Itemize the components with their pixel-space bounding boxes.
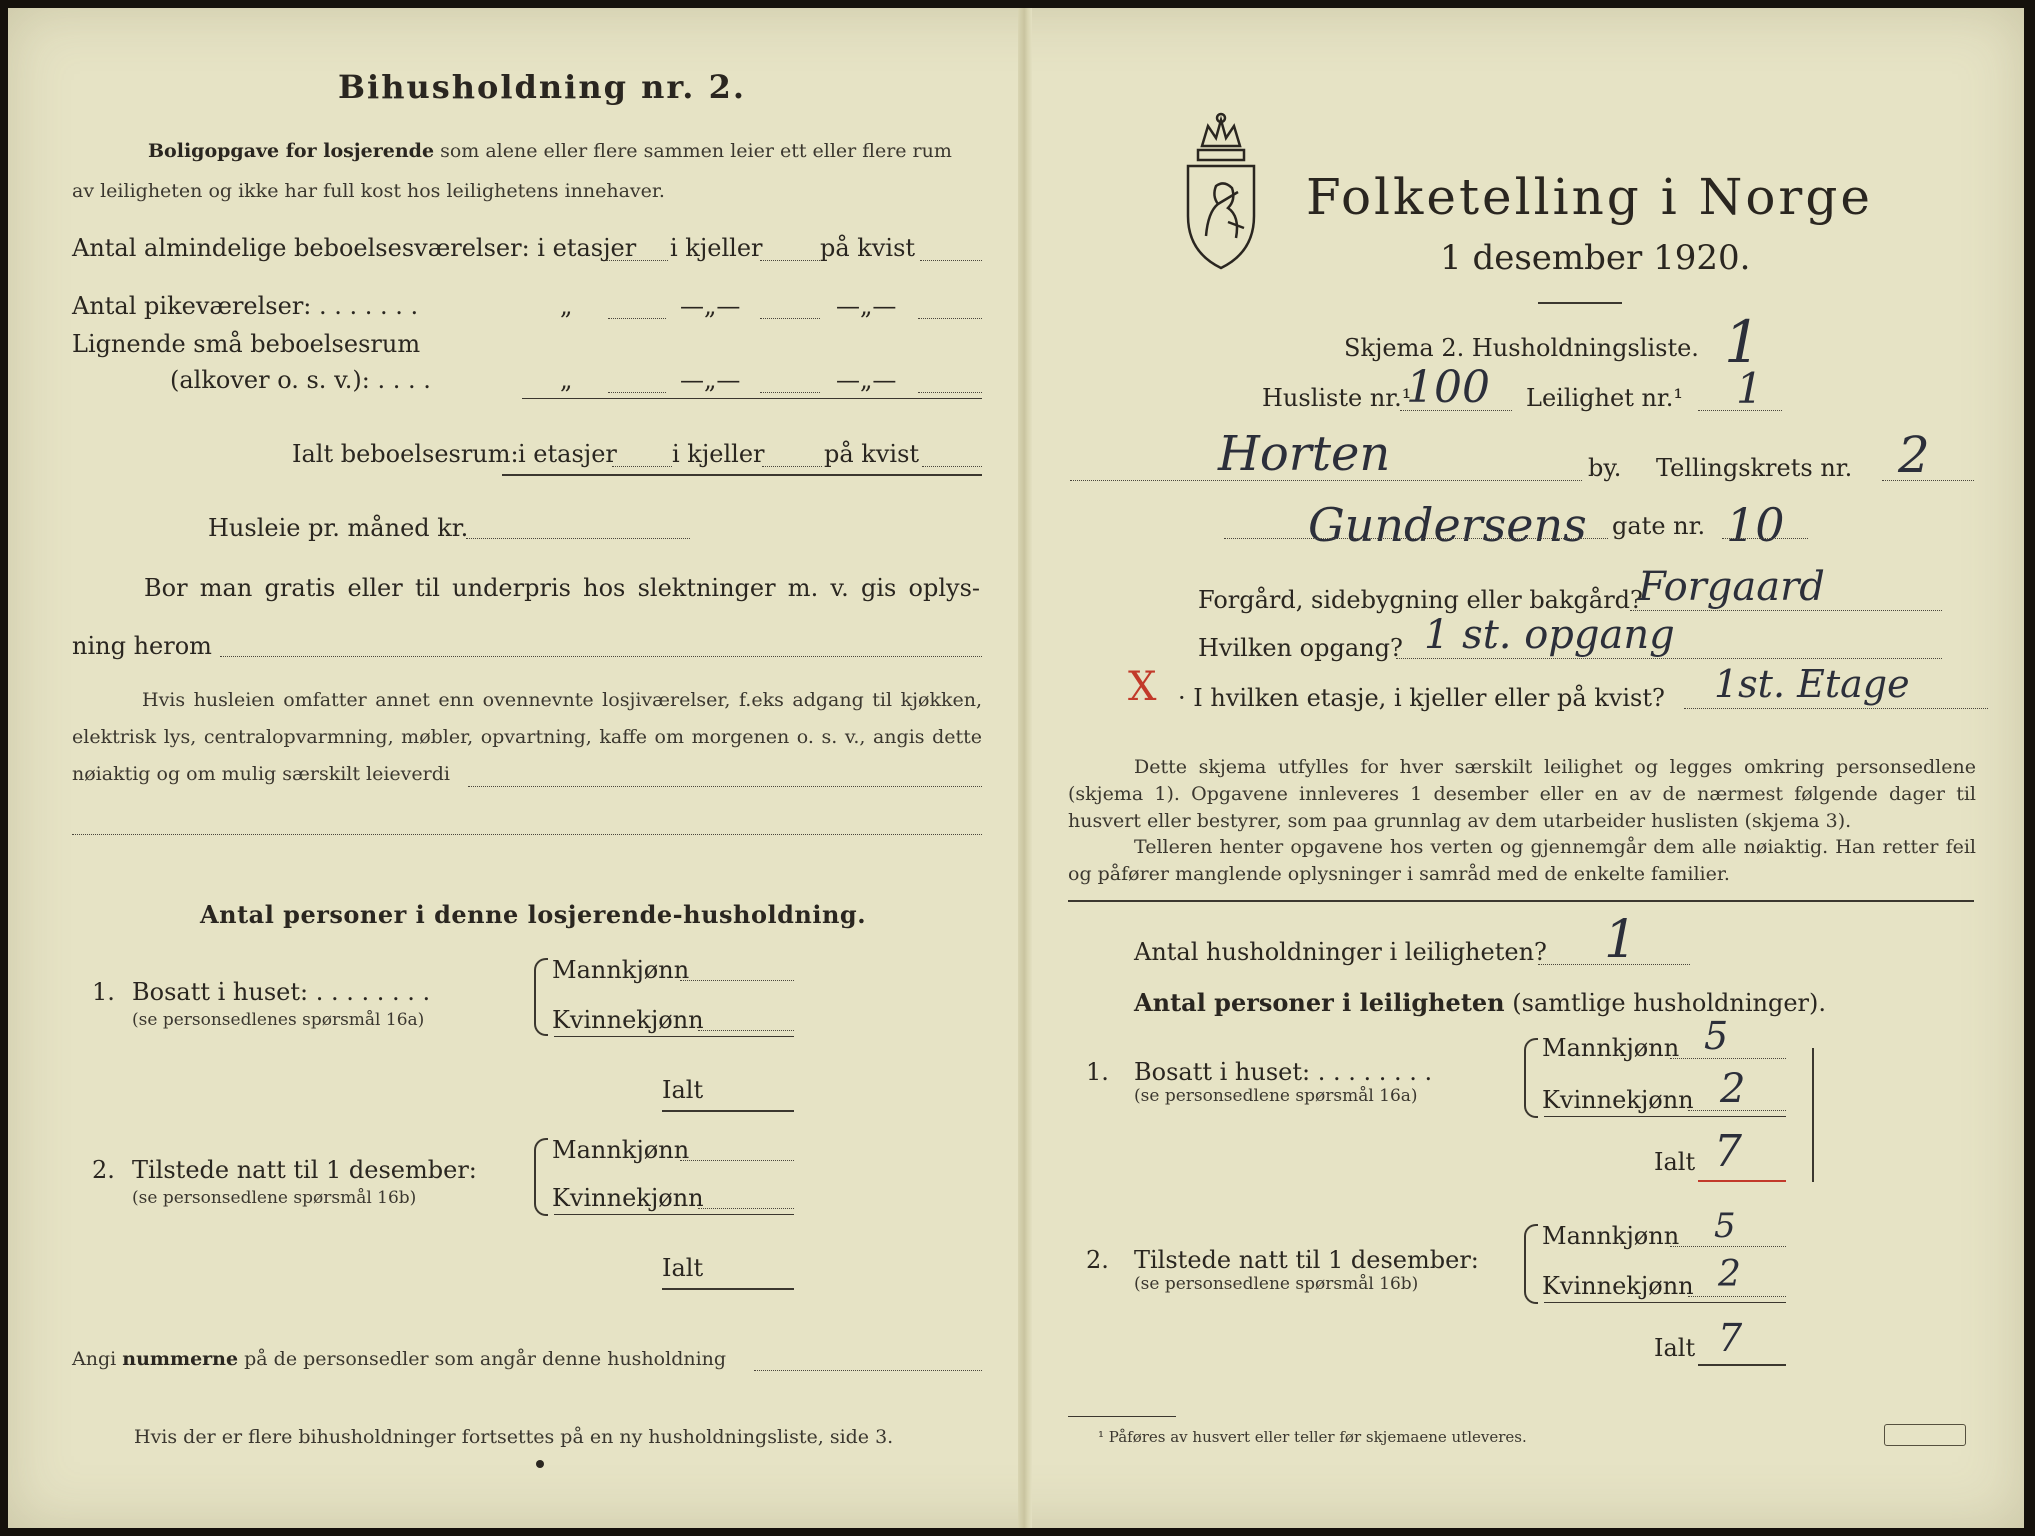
- right-q2-kvinne-line: [1688, 1296, 1786, 1297]
- right-q2-mann-value: 5: [1714, 1206, 1736, 1246]
- right-q2-sub: (se personsedlene spørsmål 16b): [1134, 1274, 1419, 1294]
- ialt-kvist-label: på kvist: [824, 440, 920, 468]
- krets-line: [1882, 480, 1974, 481]
- angi-post: på de personsedler som angår denne husholdning: [238, 1348, 727, 1370]
- right-q1-ialt-value: 7: [1714, 1126, 1742, 1177]
- ialt-kjeller-label: i kjeller: [672, 440, 765, 468]
- hush-value: 1: [1604, 910, 1638, 970]
- angi-bold: nummerne: [122, 1348, 239, 1370]
- printer-stamp: [1884, 1424, 1966, 1446]
- leilighet-line: [1698, 410, 1782, 411]
- alkover-line-2: [760, 392, 820, 393]
- left-q2-label: Tilstede natt til 1 desember:: [132, 1156, 477, 1184]
- left-q1-sum-line: [554, 1036, 794, 1037]
- right-persons-rest: (samtlige husholdninger).: [1504, 989, 1827, 1017]
- left-q2-mann-label: Mannkjønn: [552, 1136, 690, 1164]
- left-q2-kvinne-label: Kvinnekjønn: [552, 1184, 704, 1212]
- right-persons-bold: Antal personer i leiligheten: [1134, 988, 1505, 1017]
- krets-value: 2: [1898, 426, 1930, 484]
- right-q1-brace: [1524, 1038, 1538, 1118]
- right-q1-check-stroke: [1812, 1048, 1814, 1182]
- street-line: [1224, 538, 1608, 539]
- pike-label: Antal pikeværelser: . . . . . . .: [72, 292, 419, 320]
- left-q1-mann-line: [680, 980, 794, 981]
- opgang-value: 1 st. opgang: [1424, 612, 1675, 658]
- pike-dash-1: —„—: [680, 292, 741, 320]
- pike-ditto: „: [560, 292, 573, 320]
- husleie-label: Husleie pr. måned kr.: [208, 514, 469, 542]
- forgaard-line: [1630, 610, 1942, 611]
- leilighet-value: 1: [1736, 364, 1763, 413]
- left-q2-ialt-label: Ialt: [662, 1254, 704, 1282]
- right-title: Folketelling i Norge: [1306, 168, 1873, 226]
- right-q1-kvinne-line: [1688, 1110, 1786, 1111]
- left-q1-kvinne-line: [698, 1030, 794, 1031]
- pike-dash-2: —„—: [836, 292, 897, 320]
- ialt-underline: [502, 474, 982, 476]
- angi-line: [72, 1348, 726, 1370]
- gratis-line: [220, 656, 982, 657]
- intro-line-2: av leiligheten og ikke har full kost hos leilighetens innehaver.: [72, 180, 665, 202]
- pike-line-3: [918, 318, 982, 319]
- husleien-text: Hvis husleien omfatter annet enn ovennevnte losjiværelser, f.eks adgang til kjøkken, elektrisk lys, centralopvarmning, møbler, opvartning, kaffe om morgenen o. s. v., angis dette nøiaktig og om mulig særskilt leieverdi: [72, 689, 982, 785]
- husleien-line-1: [468, 786, 982, 787]
- husliste-line: [1400, 410, 1512, 411]
- intro-bold: Boligopgave for losjerende: [148, 140, 435, 162]
- right-q1-mann-line: [1670, 1058, 1786, 1059]
- gratis-line-2: ning herom: [72, 632, 212, 660]
- ialt-kvist-line: [922, 466, 982, 467]
- right-q2-mann-line: [1670, 1246, 1786, 1247]
- right-q2-kvinne-value: 2: [1718, 1254, 1741, 1295]
- intro-line-1: [148, 140, 952, 162]
- right-q2-label: Tilstede natt til 1 desember:: [1134, 1246, 1479, 1274]
- right-q1-ialt-red-line: [1698, 1180, 1786, 1182]
- angi-fill-line: [754, 1370, 982, 1371]
- rooms-kjeller-label: i kjeller: [670, 234, 763, 262]
- skjema-label: Skjema 2. Husholdningsliste.: [1344, 334, 1699, 362]
- right-q1-mann-label: Mannkjønn: [1542, 1034, 1680, 1062]
- right-q1-ialt-label: Ialt: [1654, 1148, 1696, 1176]
- norway-coat-of-arms-icon: [1178, 112, 1264, 272]
- right-q2-sum-line: [1544, 1302, 1786, 1303]
- left-q2-mann-line: [680, 1160, 794, 1161]
- etasje-label: · I hvilken etasje, i kjeller eller på kvist?: [1178, 684, 1665, 712]
- census-date: 1 desember 1920.: [1440, 238, 1751, 278]
- alkover-dash-2: —„—: [836, 366, 897, 394]
- intro-rest: som alene eller flere sammen leier ett eller flere rum: [434, 140, 952, 162]
- rooms-kjeller-line: [760, 260, 822, 261]
- angi-pre: Angi: [72, 1348, 123, 1370]
- right-q1-mann-value: 5: [1704, 1014, 1729, 1058]
- ialt-etasjer-line: [612, 466, 672, 467]
- instructions-rule: [1068, 900, 1974, 902]
- rooms-label: Antal almindelige beboelsesværelser: i etasjer: [72, 234, 637, 262]
- rooms-etasjer-line: [606, 260, 668, 261]
- skjema-hand-number: 1: [1724, 308, 1761, 376]
- alkover-sum-line: [522, 398, 982, 399]
- page-fold: [1018, 8, 1032, 1528]
- ialt-etasjer-label: i etasjer: [518, 440, 617, 468]
- rooms-kvist-label: på kvist: [820, 234, 916, 262]
- gate-line: [1722, 538, 1808, 539]
- left-q1-label: Bosatt i huset: . . . . . . . .: [132, 978, 431, 1006]
- krets-label: Tellingskrets nr.: [1656, 454, 1853, 482]
- left-q2-ialt-line: [662, 1288, 794, 1290]
- pike-line-1: [608, 318, 666, 319]
- forgaard-label: Forgård, sidebygning eller bakgård?: [1198, 586, 1643, 614]
- hush-label: Antal husholdninger i leiligheten?: [1134, 938, 1547, 966]
- left-q1-kvinne-label: Kvinnekjønn: [552, 1006, 704, 1034]
- census-form-sheet: [8, 8, 2024, 1528]
- left-q1-num: 1.: [92, 978, 115, 1006]
- alkover-line-3: [918, 392, 982, 393]
- street-value: Gundersens: [1308, 498, 1587, 552]
- right-q1-sub: (se personsedlene spørsmål 16a): [1134, 1086, 1418, 1106]
- left-title: Bihusholdning nr. 2.: [338, 68, 746, 106]
- gate-label: gate nr.: [1612, 512, 1706, 540]
- instructions-2: Telleren henter opgavene hos verten og gjennemgår dem alle nøiaktig. Han retter feil og påfører manglende oplysninger i samråd med de enkelte familier.: [1068, 836, 1976, 885]
- left-q1-sub: (se personsedlenes spørsmål 16a): [132, 1010, 425, 1030]
- opgang-line: [1396, 658, 1942, 659]
- city-value: Horten: [1218, 426, 1391, 482]
- ialt-beboelsesrum-label: Ialt beboelsesrum:: [292, 440, 519, 468]
- gate-value: 10: [1726, 498, 1785, 552]
- gratis-line-1: Bor man gratis eller til underpris hos slektninger m. v. gis oplys-: [144, 574, 980, 602]
- right-q2-brace: [1524, 1224, 1538, 1304]
- pike-line-2: [760, 318, 820, 319]
- right-q2-num: 2.: [1086, 1246, 1109, 1274]
- alkover-dash-1: —„—: [680, 366, 741, 394]
- husliste-value: 100: [1406, 362, 1490, 413]
- left-q2-num: 2.: [92, 1156, 115, 1184]
- left-persons-heading: Antal personer i denne losjerende-husholdning.: [200, 900, 867, 929]
- left-q1-brace: [534, 958, 548, 1036]
- right-persons-heading: [1134, 988, 1826, 1017]
- etasje-value: 1st. Etage: [1714, 662, 1910, 706]
- opgang-label: Hvilken opgang?: [1198, 634, 1403, 662]
- right-q1-sum-line: [1544, 1116, 1786, 1117]
- rooms-kvist-line: [920, 260, 982, 261]
- city-line: [1070, 480, 1582, 481]
- left-q2-brace: [534, 1138, 548, 1216]
- left-footer: Hvis der er flere bihusholdninger fortsettes på en ny husholdningsliste, side 3.: [134, 1426, 894, 1448]
- instructions-1: Dette skjema utfylles for hver særskilt leilighet og legges omkring personsedlene (skjema 1). Opgavene innleveres 1 desember eller en av de nærmest følgende dager til husvert eller bestyrer, som paa grunnlag av dem utarbeider huslisten (skjema 3).: [1068, 756, 1976, 832]
- lignende-label: Lignende små beboelsesrum: [72, 330, 421, 358]
- date-rule: [1538, 302, 1622, 304]
- left-q2-sum-line: [554, 1214, 794, 1215]
- alkover-label: (alkover o. s. v.): . . . .: [170, 366, 431, 394]
- right-q1-kvinne-value: 2: [1720, 1066, 1746, 1112]
- etasje-red-mark: X: [1128, 664, 1157, 710]
- footnote-rule: [1068, 1416, 1176, 1417]
- husleie-line: [466, 538, 690, 539]
- forgaard-value: Forgaard: [1638, 564, 1825, 610]
- left-q1-ialt-line: [662, 1110, 794, 1112]
- husliste-label: Husliste nr.¹: [1262, 384, 1412, 412]
- left-q2-kvinne-line: [698, 1208, 794, 1209]
- alkover-ditto: „: [560, 366, 573, 394]
- ialt-kjeller-line: [762, 466, 822, 467]
- right-q2-mann-label: Mannkjønn: [1542, 1222, 1680, 1250]
- right-q2-ialt-label: Ialt: [1654, 1334, 1696, 1362]
- hush-line: [1538, 964, 1690, 965]
- right-q2-kvinne-label: Kvinnekjønn: [1542, 1272, 1694, 1300]
- ink-dot: [536, 1460, 544, 1468]
- husleien-line-2: [72, 834, 982, 835]
- right-q1-kvinne-label: Kvinnekjønn: [1542, 1086, 1694, 1114]
- right-q2-ialt-line: [1698, 1364, 1786, 1366]
- etasje-line: [1684, 708, 1988, 709]
- by-label: by.: [1588, 454, 1622, 482]
- right-q2-ialt-value: 7: [1718, 1316, 1743, 1360]
- right-q1-num: 1.: [1086, 1058, 1109, 1086]
- right-q1-label: Bosatt i huset: . . . . . . . .: [1134, 1058, 1433, 1086]
- alkover-line-1: [608, 392, 666, 393]
- left-q1-ialt-label: Ialt: [662, 1076, 704, 1104]
- left-q2-sub: (se personsedlene spørsmål 16b): [132, 1188, 417, 1208]
- footnote: ¹ Påføres av husvert eller teller før skjemaene utleveres.: [1098, 1428, 1527, 1446]
- leilighet-label: Leilighet nr.¹: [1526, 384, 1684, 412]
- left-q1-mann-label: Mannkjønn: [552, 956, 690, 984]
